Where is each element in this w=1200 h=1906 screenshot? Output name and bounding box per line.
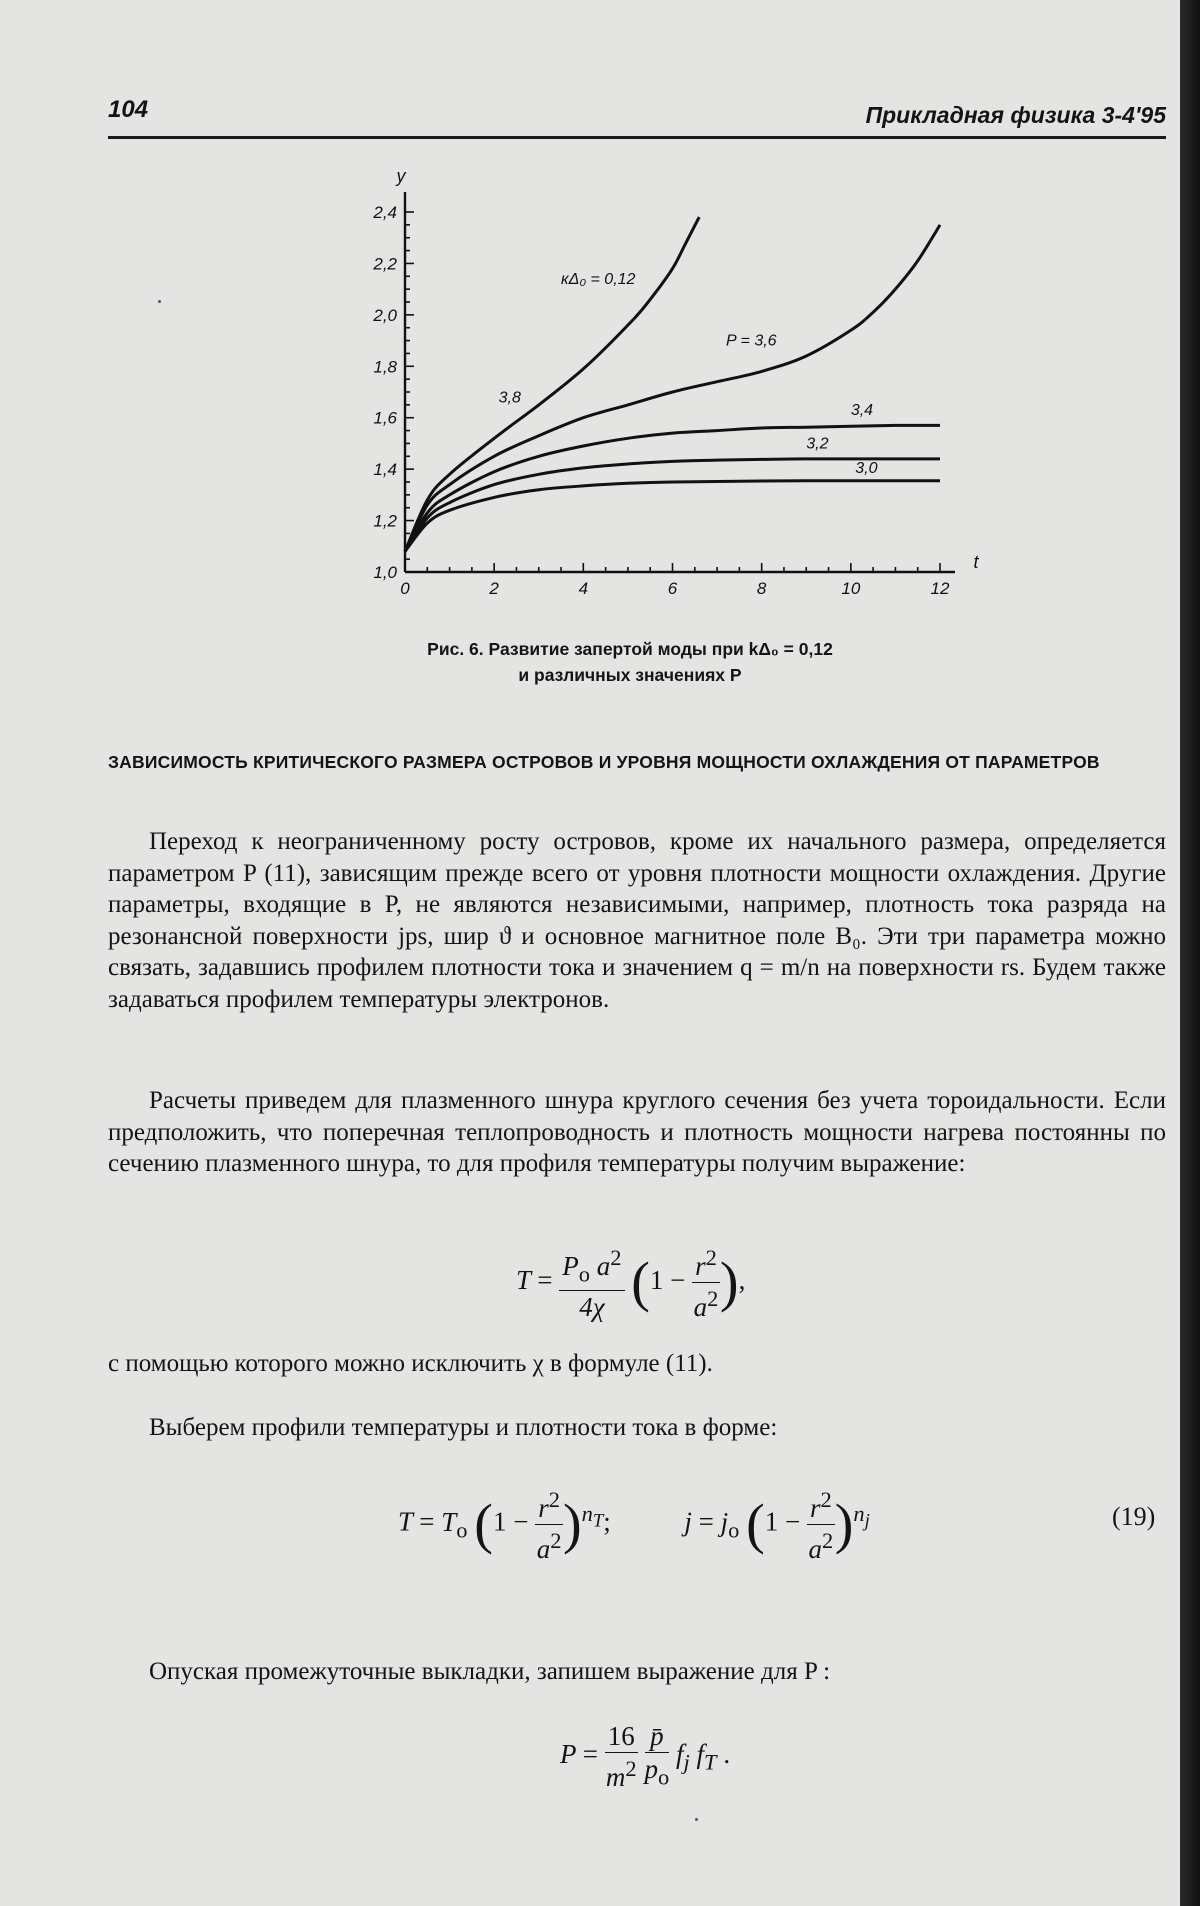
x-tick-label: 6: [667, 579, 678, 598]
y-tick-label: 2,0: [373, 305, 397, 325]
series-label-3-0: 3,0: [855, 460, 878, 477]
scan-speck: [695, 1818, 698, 1821]
equation-19: $T = T_o$ (1 − $\frac{r^2}{a^2}$ )$^{n_T}$; $j = j_o$ (1 − $\frac{r^2}{a^2}$ )$^{n_j}$: [398, 1484, 870, 1565]
equation-P: P = $\frac{16}{m^2}$ $\frac{p̄}{p_o}$ $f_j$ $f_T$ .: [560, 1721, 731, 1793]
x-tick-label: 8: [756, 579, 767, 598]
paragraph-1: Переход к неограниченному росту островов, кроме их начального размера, определяется параметром P (11), зависящим прежде всего от уровня плотности мощности охлаждения. Другие параметры, входящие в P, не являются независимыми, например, плотность тока разряда на резонансной поверхности jps, шир ϑ и основное магнитное поле B₀. Эти три параметра можно связать, задавшись профилем плотности тока и значением q = m/n на поверхности rs. Будем также задаваться профилем температуры электронов.: [108, 828, 1166, 1013]
y-tick-label: 1,4: [373, 460, 397, 480]
page-header: [108, 96, 1166, 136]
chart-annotation: кΔ₀ = 0,12: [561, 271, 636, 288]
equation-number: (19): [1112, 1502, 1156, 1531]
caption-line-1: Рис. 6. Развитие запертой моды при kΔ₀ = 0,12: [427, 639, 833, 659]
series-label-3-8: 3,8: [498, 389, 521, 407]
caption-line-2: и различных значениях P: [518, 665, 742, 685]
journal-title: Прикладная физика 3-4'95: [865, 102, 1166, 128]
page-number: 104: [108, 96, 149, 123]
paragraph-2: Расчеты приведем для плазменного шнура круглого сечения без учета тороидальности. Если предположить, что поперечная теплопроводность и плотность мощности нагрева постоянны по сечению плазменного шнура, то для профиля температуры получим выражение:: [108, 1087, 1166, 1177]
y-axis-title: y: [396, 166, 406, 186]
series-line-3-0: [405, 481, 940, 552]
series-label-3-4: 3,4: [850, 402, 874, 420]
series-label-3-2: 3,2: [806, 435, 829, 453]
x-tick-label: 4: [578, 579, 589, 598]
x-tick-label: 2: [489, 579, 499, 598]
page-edge: [1180, 0, 1200, 1906]
y-tick-label: 1,0: [373, 563, 397, 582]
scan-speck: [158, 300, 161, 303]
y-tick-label: 1,6: [373, 408, 397, 428]
growth-chart: [330, 160, 979, 610]
x-tick-label: 12: [930, 579, 950, 598]
paragraph-5: Опуская промежуточные выкладки, запишем выражение для P :: [149, 1658, 831, 1685]
y-tick-label: 2,2: [373, 254, 397, 274]
equation-temperature: T = $\frac{P_o a^2}{4\chi}$ (1 − $\frac{r^2}{a^2}$ ),: [516, 1242, 745, 1323]
x-axis-title: t: [973, 552, 979, 572]
y-tick-label: 1,8: [373, 357, 397, 377]
series-label-3-6: P = 3,6: [726, 332, 777, 350]
header-rule: [108, 136, 1166, 139]
section-title: ЗАВИСИМОСТЬ КРИТИЧЕСКОГО РАЗМЕРА ОСТРОВОВ И УРОВНЯ МОЩНОСТИ ОХЛАЖДЕНИЯ ОТ ПАРАМЕТРОВ: [108, 752, 1100, 772]
series-line-3-6: [405, 225, 940, 552]
y-tick-label: 2,4: [373, 203, 397, 222]
y-tick-label: 1,2: [373, 511, 397, 531]
x-tick-label: 10: [841, 579, 861, 598]
x-tick-label: 0: [400, 579, 410, 598]
paragraph-4: Выберем профили температуры и плотности тока в форме:: [149, 1414, 778, 1441]
paragraph-3: с помощью которого можно исключить χ в формуле (11).: [108, 1350, 713, 1377]
figure-caption: [330, 636, 930, 688]
